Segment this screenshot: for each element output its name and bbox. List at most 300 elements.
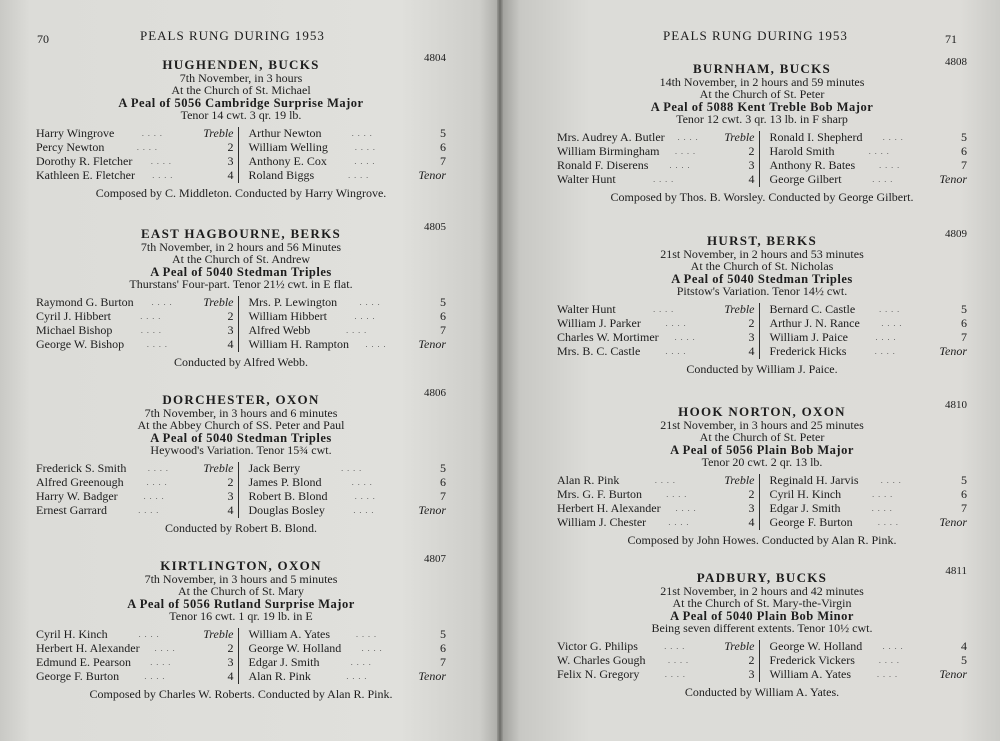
ringer-name: Frederick S. Smith [36, 460, 127, 475]
ringer-row [249, 642, 447, 656]
band-columns [557, 131, 967, 187]
dot-leader: .... [668, 517, 693, 527]
peal-church: At the Church of St. Michael [171, 83, 311, 98]
dot-leader: .... [668, 655, 693, 665]
ringer-name: Cyril H. Kinch [36, 626, 108, 641]
ringer-name: Cyril H. Kinch [769, 486, 842, 501]
ringer-row [249, 476, 447, 490]
ringer-row [770, 131, 968, 145]
peal-header [557, 565, 967, 585]
ringer-name: William Welling [248, 139, 328, 154]
band-column [36, 296, 239, 352]
peal-header [557, 56, 967, 76]
bell-number: Treble [724, 472, 755, 487]
ringer-name: Edgar J. Smith [769, 500, 841, 515]
peal-method: A Peal of 5056 Cambridge Surprise Major [118, 95, 364, 110]
bell-number: Tenor [939, 343, 967, 358]
peal-date: 21st November, in 2 hours and 42 minutes [660, 584, 864, 598]
ringer-row [249, 141, 447, 155]
ringer-name: Anthony R. Bates [769, 157, 856, 172]
ringer-name: Percy Newton [36, 139, 105, 154]
dot-leader: .... [361, 643, 386, 653]
dot-leader: .... [354, 491, 379, 501]
bell-number: Treble [203, 626, 234, 641]
ringer-row [557, 331, 755, 345]
bell-number: 4 [227, 167, 234, 182]
dot-leader: .... [140, 311, 165, 321]
peal-church: At the Church of St. Mary [178, 584, 304, 599]
bell-number: 3 [748, 666, 755, 681]
band-column [557, 474, 760, 530]
bell-number: 5 [440, 626, 446, 641]
peal-date: 7th November, in 3 hours and 6 minutes [144, 406, 338, 420]
dot-leader: .... [882, 641, 907, 651]
peal-place: HURST, BERKS [707, 233, 817, 248]
peal-church: At the Church of St. Andrew [172, 252, 310, 267]
dot-leader: .... [146, 477, 171, 487]
dot-leader: .... [674, 332, 699, 342]
dot-leader: .... [348, 170, 373, 180]
peal-place: KIRTLINGTON, OXON [160, 558, 322, 573]
bell-number: 3 [227, 654, 234, 669]
ringer-name: Edmund E. Pearson [36, 654, 131, 669]
ringer-row [770, 474, 968, 488]
ringer-row [770, 303, 968, 317]
peal-date: 7th November, in 3 hours and 5 minutes [144, 572, 338, 586]
peal-place: HUGHENDEN, BUCKS [162, 57, 320, 72]
dot-leader: .... [351, 128, 376, 138]
dot-leader: .... [354, 156, 379, 166]
bell-number: Treble [724, 638, 755, 653]
ringer-row [557, 654, 755, 668]
bell-number: 6 [440, 308, 446, 323]
bell-number: 7 [440, 153, 446, 168]
running-head: PEALS RUNG DURING 1953 [663, 28, 848, 43]
peal-number: 4808 [945, 56, 967, 68]
dot-leader: .... [140, 325, 165, 335]
ringer-name: Herbert H. Alexander [557, 500, 661, 515]
ringer-row [249, 504, 447, 518]
ringer-name: Felix N. Gregory [557, 666, 640, 681]
book-gutter [497, 0, 503, 741]
dot-leader: .... [877, 517, 902, 527]
band-columns [557, 474, 967, 530]
bell-number: Tenor [418, 336, 446, 351]
bell-number: 3 [748, 329, 755, 344]
dot-leader: .... [877, 669, 902, 679]
dot-leader: .... [354, 142, 379, 152]
bell-number: 6 [961, 315, 967, 330]
bell-number: 3 [227, 322, 234, 337]
peal-footer: Conducted by William A. Yates. [684, 684, 840, 699]
ringer-row [557, 640, 755, 654]
dot-leader: .... [664, 641, 689, 651]
peal-method: A Peal of 5056 Plain Bob Major [670, 442, 854, 457]
ringer-name: James P. Blond [248, 474, 322, 489]
band-column [760, 640, 968, 682]
peal-number: 4805 [424, 221, 446, 233]
dot-leader: .... [154, 643, 179, 653]
ringer-name: Harry Wingrove [36, 125, 115, 140]
peal-entry [36, 52, 446, 201]
ringer-name: W. Charles Gough [557, 652, 646, 667]
dot-leader: .... [150, 657, 175, 667]
band-column [239, 462, 447, 518]
ringer-row [36, 490, 234, 504]
bell-number: 5 [961, 301, 967, 316]
bell-number: 4 [748, 171, 755, 186]
bell-number: 2 [227, 474, 234, 489]
ringer-row [36, 670, 234, 684]
ringer-row [249, 462, 447, 476]
band-column [36, 462, 239, 518]
peal-church: At the Church of St. Peter [699, 430, 825, 445]
dot-leader: .... [669, 160, 694, 170]
bell-number: 4 [748, 343, 755, 358]
bell-number: 3 [748, 157, 755, 172]
ringer-name: William Birmingham [557, 143, 660, 158]
running-head: PEALS RUNG DURING 1953 [140, 28, 325, 43]
ringer-row [36, 462, 234, 476]
peal-church: At the Church of St. Nicholas [690, 259, 834, 274]
peal-place: EAST HAGBOURNE, BERKS [140, 226, 342, 241]
dot-leader: .... [675, 503, 700, 513]
bell-number: 7 [961, 157, 967, 172]
bell-number: 5 [440, 125, 446, 140]
ringer-name: William A. Yates [769, 666, 852, 681]
dot-leader: .... [654, 475, 679, 485]
band-column [239, 296, 447, 352]
dot-leader: .... [147, 463, 172, 473]
band-columns [557, 303, 967, 359]
bell-number: 7 [961, 500, 967, 515]
ringer-row [249, 338, 447, 352]
ringer-name: Alan R. Pink [248, 668, 311, 683]
ringer-name: Charles W. Mortimer [557, 329, 659, 344]
dot-leader: .... [152, 170, 177, 180]
peal-entry [557, 565, 967, 700]
ringer-name: Bernard C. Castle [769, 301, 856, 316]
bell-number: 5 [961, 129, 967, 144]
peal-date: 21st November, in 2 hours and 53 minutes [660, 247, 864, 261]
peal-date: 7th November, in 3 hours [179, 71, 303, 85]
peal-tenor: Tenor 16 cwt. 1 qr. 19 lb. in E [169, 609, 313, 624]
bell-number: 4 [227, 336, 234, 351]
ringer-name: Ronald F. Diserens [557, 157, 649, 172]
ringer-name: George W. Holland [248, 640, 342, 655]
peal-method: A Peal of 5088 Kent Treble Bob Major [650, 99, 874, 114]
dot-leader: .... [151, 297, 176, 307]
dot-leader: .... [653, 304, 678, 314]
band-columns [557, 640, 967, 682]
ringer-row [557, 502, 755, 516]
bell-number: 2 [748, 652, 755, 667]
bell-number: 5 [961, 652, 967, 667]
bell-number: 3 [227, 488, 234, 503]
ringer-name: William A. Yates [248, 626, 331, 641]
ringer-row [36, 296, 234, 310]
ringer-row [249, 656, 447, 670]
ringer-row [770, 640, 968, 654]
ringer-name: George F. Burton [36, 668, 120, 683]
ringer-name: William J. Chester [557, 514, 647, 529]
dot-leader: .... [365, 339, 390, 349]
dot-leader: .... [350, 657, 375, 667]
ringer-name: Michael Bishop [36, 322, 113, 337]
dot-leader: .... [341, 463, 366, 473]
ringer-name: Edgar J. Smith [248, 654, 320, 669]
ringer-row [36, 127, 234, 141]
peal-header [36, 221, 446, 241]
bell-number: 7 [440, 654, 446, 669]
bell-number: 2 [748, 143, 755, 158]
peal-date: 7th November, in 2 hours and 56 Minutes [140, 240, 342, 254]
dot-leader: .... [675, 146, 699, 156]
peal-place: BURNHAM, BUCKS [692, 61, 832, 76]
dot-leader: .... [653, 174, 678, 184]
dot-leader: .... [143, 491, 168, 501]
ringer-name: Arthur J. N. Rance [769, 315, 860, 330]
ringer-name: Mrs. Audrey A. Butler [557, 129, 665, 144]
peal-footer: Composed by John Howes. Conducted by Alan R. Pink. [627, 532, 897, 547]
bell-number: Treble [724, 301, 755, 316]
dot-leader: .... [351, 477, 376, 487]
dot-leader: .... [146, 339, 171, 349]
peal-date: 14th November, in 2 hours and 59 minutes [659, 75, 865, 89]
ringer-name: Reginald H. Jarvis [769, 472, 859, 487]
dot-leader: .... [138, 629, 163, 639]
bell-number: 4 [748, 514, 755, 529]
ringer-name: Walter Hunt [557, 171, 616, 186]
bell-number: 5 [440, 294, 446, 309]
ringer-row [249, 155, 447, 169]
ringer-row [557, 145, 755, 159]
dot-leader: .... [359, 297, 384, 307]
dot-leader: .... [666, 489, 691, 499]
peal-place: PADBURY, BUCKS [696, 570, 828, 585]
bell-number: 7 [961, 329, 967, 344]
peal-entry [557, 399, 967, 548]
ringer-row [36, 476, 234, 490]
peal-tenor: Tenor 20 cwt. 2 qr. 13 lb. [701, 455, 823, 470]
ringer-row [36, 324, 234, 338]
ringer-name: Roland Biggs [248, 167, 315, 182]
ringer-name: Harry W. Badger [36, 488, 118, 503]
band-column [239, 628, 447, 684]
ringer-row [36, 338, 234, 352]
peal-method: A Peal of 5040 Stedman Triples [150, 430, 332, 445]
bell-number: Tenor [418, 668, 446, 683]
dot-leader: .... [150, 156, 175, 166]
peal-entry [557, 56, 967, 205]
ringer-row [36, 310, 234, 324]
bell-number: 2 [748, 315, 755, 330]
dot-leader: .... [144, 671, 169, 681]
ringer-row [36, 504, 234, 518]
peal-header [557, 399, 967, 419]
dot-leader: .... [872, 174, 897, 184]
ringer-row [36, 628, 234, 642]
dot-leader: .... [665, 346, 690, 356]
peal-header [36, 52, 446, 72]
dot-leader: .... [356, 629, 381, 639]
bell-number: 2 [227, 308, 234, 323]
ringer-name: Arthur Newton [248, 125, 322, 140]
bell-number: Tenor [418, 502, 446, 517]
ringer-row [770, 145, 968, 159]
peal-footer: Conducted by William J. Paice. [686, 361, 838, 376]
ringer-name: Cyril J. Hibbert [36, 308, 111, 323]
peal-footer: Composed by Charles W. Roberts. Conducted by Alan R. Pink. [89, 686, 393, 701]
ringer-row [557, 131, 755, 145]
peal-tenor: Heywood's Variation. Tenor 15¾ cwt. [150, 443, 332, 458]
ringer-row [557, 345, 755, 359]
peal-number: 4809 [945, 228, 967, 240]
bell-number: 6 [961, 486, 967, 501]
peal-method: A Peal of 5040 Stedman Triples [671, 271, 853, 286]
bell-number: 3 [748, 500, 755, 515]
band-column [557, 303, 760, 359]
ringer-name: Robert B. Blond [248, 488, 328, 503]
bell-number: Treble [203, 125, 234, 140]
dot-leader: .... [871, 503, 896, 513]
band-columns [36, 127, 446, 183]
dot-leader: .... [878, 655, 903, 665]
ringer-row [249, 169, 447, 183]
peal-entry [36, 387, 446, 536]
bell-number: 4 [227, 502, 234, 517]
ringer-row [36, 141, 234, 155]
ringer-name: Mrs. P. Lewington [248, 294, 338, 309]
bell-number: 7 [440, 322, 446, 337]
peal-method: A Peal of 5040 Plain Bob Minor [670, 608, 854, 623]
band-column [760, 474, 968, 530]
bell-number: 6 [440, 640, 446, 655]
band-columns [36, 462, 446, 518]
ringer-row [557, 159, 755, 173]
bell-number: 5 [440, 460, 446, 475]
ringer-row [770, 488, 968, 502]
peal-number: 4804 [424, 52, 446, 64]
ringer-name: Alan R. Pink [557, 472, 620, 487]
ringer-row [249, 490, 447, 504]
ringer-row [557, 303, 755, 317]
dot-leader: .... [880, 475, 905, 485]
ringer-row [770, 159, 968, 173]
band-column [760, 131, 968, 187]
bell-number: 2 [227, 139, 234, 154]
bell-number: Tenor [418, 167, 446, 182]
ringer-row [770, 502, 968, 516]
dot-leader: .... [879, 160, 904, 170]
bell-number: Treble [724, 129, 755, 144]
bell-number: 4 [227, 668, 234, 683]
bell-number: Tenor [939, 666, 967, 681]
peal-tenor: Thurstans' Four-part. Tenor 21½ cwt. in E flat. [129, 277, 353, 292]
ringer-name: Herbert H. Alexander [36, 640, 140, 655]
bell-number: 5 [961, 472, 967, 487]
dot-leader: .... [664, 669, 689, 679]
bell-number: 4 [961, 638, 967, 653]
ringer-name: George F. Burton [769, 514, 853, 529]
peal-tenor: Tenor 14 cwt. 3 qr. 19 lb. [180, 108, 302, 123]
peal-tenor: Pitstow's Variation. Tenor 14½ cwt. [676, 284, 848, 299]
dot-leader: .... [138, 505, 163, 515]
peal-number: 4806 [424, 387, 446, 399]
dot-leader: .... [872, 489, 897, 499]
bell-number: 6 [961, 143, 967, 158]
peal-header [557, 228, 967, 248]
peal-number: 4811 [945, 565, 967, 577]
dot-leader: .... [346, 671, 371, 681]
ringer-row [36, 155, 234, 169]
dot-leader: .... [136, 142, 161, 152]
ringer-row [249, 628, 447, 642]
page-number: 70 [37, 32, 49, 46]
peal-method: A Peal of 5056 Rutland Surprise Major [127, 596, 355, 611]
band-column [36, 628, 239, 684]
ringer-name: Mrs. B. C. Castle [557, 343, 641, 358]
page-number: 71 [945, 32, 957, 46]
peal-tenor: Being seven different extents. Tenor 10½ cwt. [651, 621, 873, 636]
ringer-row [249, 127, 447, 141]
ringer-name: George W. Holland [769, 638, 863, 653]
peal-header [36, 387, 446, 407]
ringer-name: George W. Bishop [36, 336, 125, 351]
bell-number: Tenor [939, 171, 967, 186]
ringer-name: Walter Hunt [557, 301, 616, 316]
bell-number: 2 [227, 640, 234, 655]
peal-church: At the Church of St. Peter [699, 87, 825, 102]
ringer-name: Douglas Bosley [248, 502, 325, 517]
peal-place: HOOK NORTON, OXON [678, 404, 846, 419]
ringer-row [557, 668, 755, 682]
ringer-row [557, 474, 755, 488]
ringer-row [249, 310, 447, 324]
dot-leader: .... [882, 132, 907, 142]
peal-method: A Peal of 5040 Stedman Triples [150, 264, 332, 279]
dot-leader: .... [868, 146, 893, 156]
ringer-name: Kathleen E. Fletcher [36, 167, 135, 182]
ringer-row [36, 169, 234, 183]
band-columns [36, 628, 446, 684]
ringer-name: Alfred Greenough [36, 474, 124, 489]
band-column [760, 303, 968, 359]
ringer-name: Frederick Vickers [769, 652, 855, 667]
ringer-name: William Hibbert [248, 308, 327, 323]
peal-footer: Conducted by Alfred Webb. [173, 354, 309, 369]
bell-number: 6 [440, 139, 446, 154]
ringer-row [557, 516, 755, 530]
peal-number: 4807 [424, 553, 446, 565]
dot-leader: .... [874, 346, 899, 356]
dot-leader: .... [677, 132, 702, 142]
peal-place: DORCHESTER, OXON [162, 392, 320, 407]
peal-church: At the Church of St. Mary-the-Virgin [672, 596, 852, 611]
ringer-name: Raymond G. Burton [36, 294, 134, 309]
bell-number: Treble [203, 294, 234, 309]
ringer-name: William J. Parker [557, 315, 641, 330]
bell-number: Tenor [939, 514, 967, 529]
ringer-row [770, 345, 968, 359]
ringer-name: William J. Paice [769, 329, 848, 344]
ringer-row [770, 317, 968, 331]
ringer-name: Ernest Garrard [36, 502, 107, 517]
ringer-row [249, 296, 447, 310]
band-column [36, 127, 239, 183]
dot-leader: .... [665, 318, 690, 328]
ringer-row [770, 516, 968, 530]
